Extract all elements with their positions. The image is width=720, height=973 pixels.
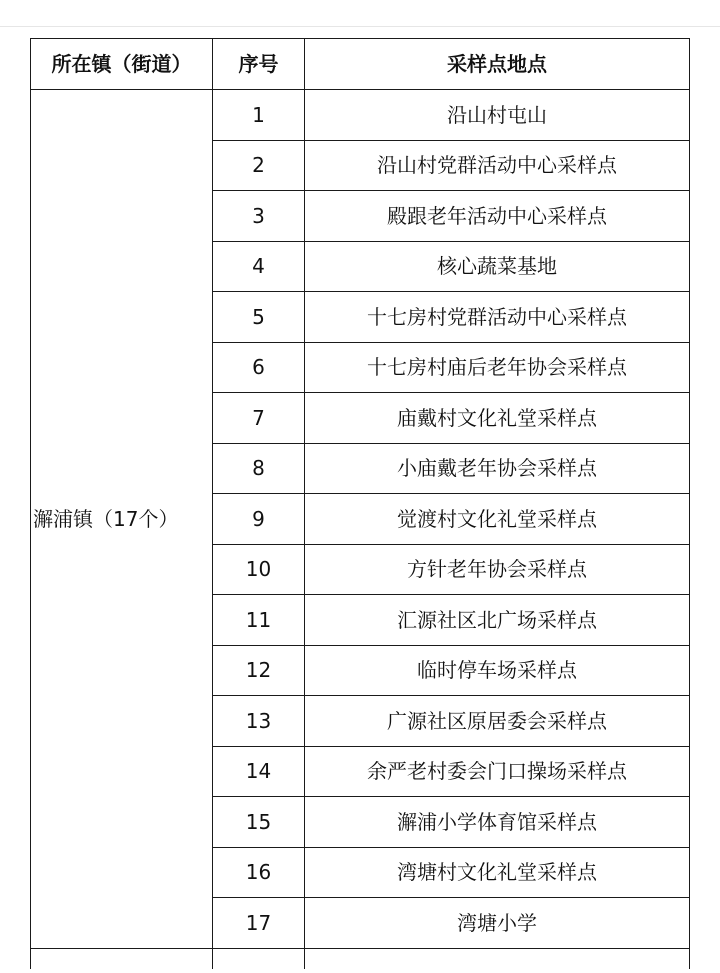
- top-divider: [0, 26, 720, 27]
- empty-cell: [213, 948, 305, 969]
- table-header-row: [31, 39, 690, 90]
- sampling-sites-table: [30, 38, 690, 969]
- row-number: 8: [213, 443, 305, 494]
- row-number: 13: [213, 696, 305, 747]
- empty-cell: [31, 948, 213, 969]
- row-site: 十七房村党群活动中心采样点: [305, 292, 690, 343]
- table-body: [31, 90, 690, 969]
- row-site: 临时停车场采样点: [305, 645, 690, 696]
- row-number: 9: [213, 494, 305, 545]
- row-number: 15: [213, 797, 305, 848]
- row-site: 澥浦小学体育馆采样点: [305, 797, 690, 848]
- table-row: [31, 90, 690, 141]
- row-number: 6: [213, 342, 305, 393]
- row-site: 小庙戴老年协会采样点: [305, 443, 690, 494]
- row-number: 14: [213, 746, 305, 797]
- row-number: 12: [213, 645, 305, 696]
- row-site: 庙戴村文化礼堂采样点: [305, 393, 690, 444]
- table-row-continued: [31, 948, 690, 969]
- row-site: 沿山村屯山: [305, 90, 690, 141]
- row-number: 4: [213, 241, 305, 292]
- header-town: 所在镇（街道）: [31, 39, 213, 90]
- row-site: 广源社区原居委会采样点: [305, 696, 690, 747]
- header-number: 序号: [213, 39, 305, 90]
- town-cell: 澥浦镇（17个）: [31, 90, 213, 949]
- row-site: 核心蔬菜基地: [305, 241, 690, 292]
- row-site: 殿跟老年活动中心采样点: [305, 191, 690, 242]
- row-number: 2: [213, 140, 305, 191]
- row-number: 10: [213, 544, 305, 595]
- row-number: 1: [213, 90, 305, 141]
- row-site: 方针老年协会采样点: [305, 544, 690, 595]
- row-site: 汇源社区北广场采样点: [305, 595, 690, 646]
- empty-cell: [305, 948, 690, 969]
- row-site: 余严老村委会门口操场采样点: [305, 746, 690, 797]
- row-site: 觉渡村文化礼堂采样点: [305, 494, 690, 545]
- row-number: 16: [213, 847, 305, 898]
- row-number: 17: [213, 898, 305, 949]
- row-number: 7: [213, 393, 305, 444]
- row-number: 3: [213, 191, 305, 242]
- row-site: 湾塘村文化礼堂采样点: [305, 847, 690, 898]
- row-number: 5: [213, 292, 305, 343]
- row-site: 十七房村庙后老年协会采样点: [305, 342, 690, 393]
- row-site: 湾塘小学: [305, 898, 690, 949]
- row-number: 11: [213, 595, 305, 646]
- header-site: 采样点地点: [305, 39, 690, 90]
- row-site: 沿山村党群活动中心采样点: [305, 140, 690, 191]
